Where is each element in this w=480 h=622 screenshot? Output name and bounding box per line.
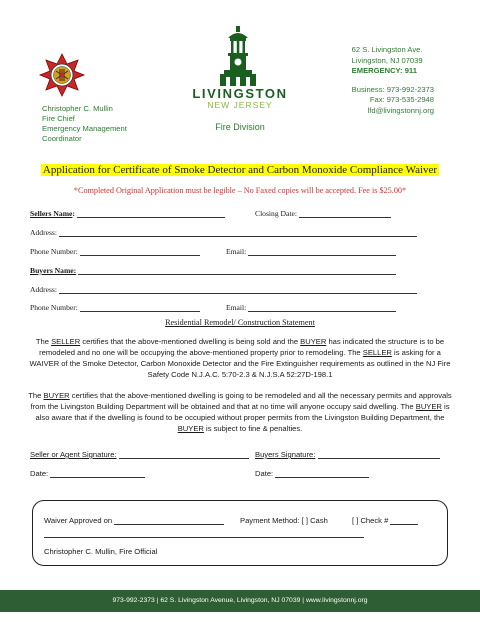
buyers-name-row — [30, 266, 396, 275]
buyer-phone-row — [30, 303, 200, 312]
seller-date-row — [30, 469, 145, 478]
fire-official-signature-line[interactable] — [44, 537, 364, 538]
sellers-name-row: Sellers Name: — [30, 209, 225, 218]
check-label: [ ] Check # — [352, 516, 389, 525]
check-number-field[interactable] — [390, 516, 418, 525]
buyer-date-label: Date: — [255, 469, 274, 478]
fire-chief-block — [42, 104, 127, 144]
emergency-number: EMERGENCY: 911 — [351, 66, 417, 75]
fax-number: Fax: 973-535-2948 — [369, 95, 434, 104]
brand-block — [186, 86, 294, 110]
waiver-approved-label: Waiver Approved on — [44, 516, 113, 525]
seller-phone-field[interactable] — [80, 247, 200, 256]
buyers-name-label: Buyers Name: — [30, 266, 77, 275]
buyers-name-field[interactable] — [78, 266, 396, 275]
section-title: Residential Remodel/ Construction Statement — [165, 318, 315, 327]
seller-signature-label: Seller or Agent Signature: — [30, 450, 117, 459]
seller-email-label: Email: — [226, 247, 247, 256]
brand-state: NEW JERSEY — [207, 100, 273, 110]
sellers-name-label: Sellers Name — [30, 209, 73, 218]
seller-statement: The SELLER certifies that the above-mentioned dwelling is being sold and the BUYER has indicated the structure is to be remodeled and no one will be occupying the above-mentioned property prior to remodeling. The SELLER is asking for a WAIVER of the Smoke Detector, Carbon Monoxide Detector and the Fire Extinguisher requirements as outlined in the NJ Fire Safety Code N.J.A.C. 5:70-2.3 & N.J.S.A 52:27D-198.1 — [29, 337, 451, 379]
buyer-phone-label: Phone Number: — [30, 303, 78, 312]
brand-name: LIVINGSTON — [192, 86, 288, 101]
closing-date-label: Closing Date: — [255, 209, 297, 218]
buyer-signature-field[interactable] — [318, 450, 440, 459]
check-row — [352, 516, 418, 525]
livingston-tower-logo — [206, 24, 270, 88]
buyer-signature-label: Buyers Signature: — [255, 450, 316, 459]
seller-phone-label: Phone Number: — [30, 247, 78, 256]
seller-address-label: Address: — [30, 228, 57, 237]
seller-signature-row — [30, 450, 249, 459]
seller-date-label: Date: — [30, 469, 49, 478]
buyer-statement: The BUYER certifies that the above-mentioned dwelling is going to be remodeled and all the necessary permits and approvals from the Livingston Building Department will be obtained and that at no time will anyone occupy said dwelling. The BUYER is also aware that if the dwelling is found to be occupied without proper permits from the Livingston Building Department, the BUYER is subject to fine & penalties. — [28, 391, 452, 433]
closing-date-field[interactable] — [299, 209, 391, 218]
chief-role: Emergency Management — [42, 124, 127, 133]
buyer-email-row — [226, 303, 396, 312]
footer-text: 973-992-2373 | 62 S. Livingston Avenue, Livingston, NJ 07039 | www.livingstonnj.org — [112, 597, 368, 604]
seller-email-row — [226, 247, 396, 256]
sellers-name-field[interactable] — [77, 209, 225, 218]
address-line-1: 62 S. Livingston Ave. — [351, 45, 423, 54]
buyer-email-field[interactable] — [248, 303, 396, 312]
closing-date-row — [255, 209, 391, 218]
chief-title: Fire Chief — [42, 114, 75, 123]
contact-block — [352, 45, 434, 116]
seller-address-field[interactable] — [59, 228, 417, 237]
fire-department-emblem — [38, 52, 86, 98]
chief-role-cont: Coordinator — [42, 134, 82, 143]
payment-method-row — [240, 516, 328, 525]
chief-name: Christopher C. Mullin — [42, 104, 113, 113]
seller-phone-row — [30, 247, 200, 256]
address-line-2: Livingston, NJ 07039 — [351, 55, 423, 65]
division-label: Fire Division — [215, 122, 265, 132]
buyer-email-label: Email: — [226, 303, 247, 312]
buyer-date-field[interactable] — [275, 469, 369, 478]
seller-signature-field[interactable] — [119, 450, 249, 459]
buyer-address-label: Address: — [30, 285, 57, 294]
payment-method-label: Payment Method: [ ] Cash — [240, 516, 328, 525]
waiver-approval-box — [32, 500, 448, 566]
waiver-approved-field[interactable] — [114, 516, 224, 525]
buyer-date-row — [255, 469, 369, 478]
form-notice: *Completed Original Application must be legible – No Faxed copies will be accepted. Fee is $25.00* — [73, 186, 407, 195]
business-phone: Business: 973-992-2373 — [351, 84, 434, 94]
waiver-approved-row — [44, 516, 224, 525]
buyer-phone-field[interactable] — [80, 303, 200, 312]
seller-address-row — [30, 228, 417, 237]
email-link[interactable]: lfd@livingstonnj.org — [367, 105, 434, 115]
buyer-address-field[interactable] — [59, 285, 417, 294]
seller-email-field[interactable] — [248, 247, 396, 256]
footer-bar — [0, 590, 480, 612]
buyer-signature-row — [255, 450, 440, 459]
fire-official-name: Christopher C. Mullin, Fire Official — [44, 547, 158, 556]
buyer-address-row — [30, 285, 417, 294]
seller-date-field[interactable] — [50, 469, 145, 478]
form-title: Application for Certificate of Smoke Detector and Carbon Monoxide Compliance Waiver — [42, 164, 438, 176]
